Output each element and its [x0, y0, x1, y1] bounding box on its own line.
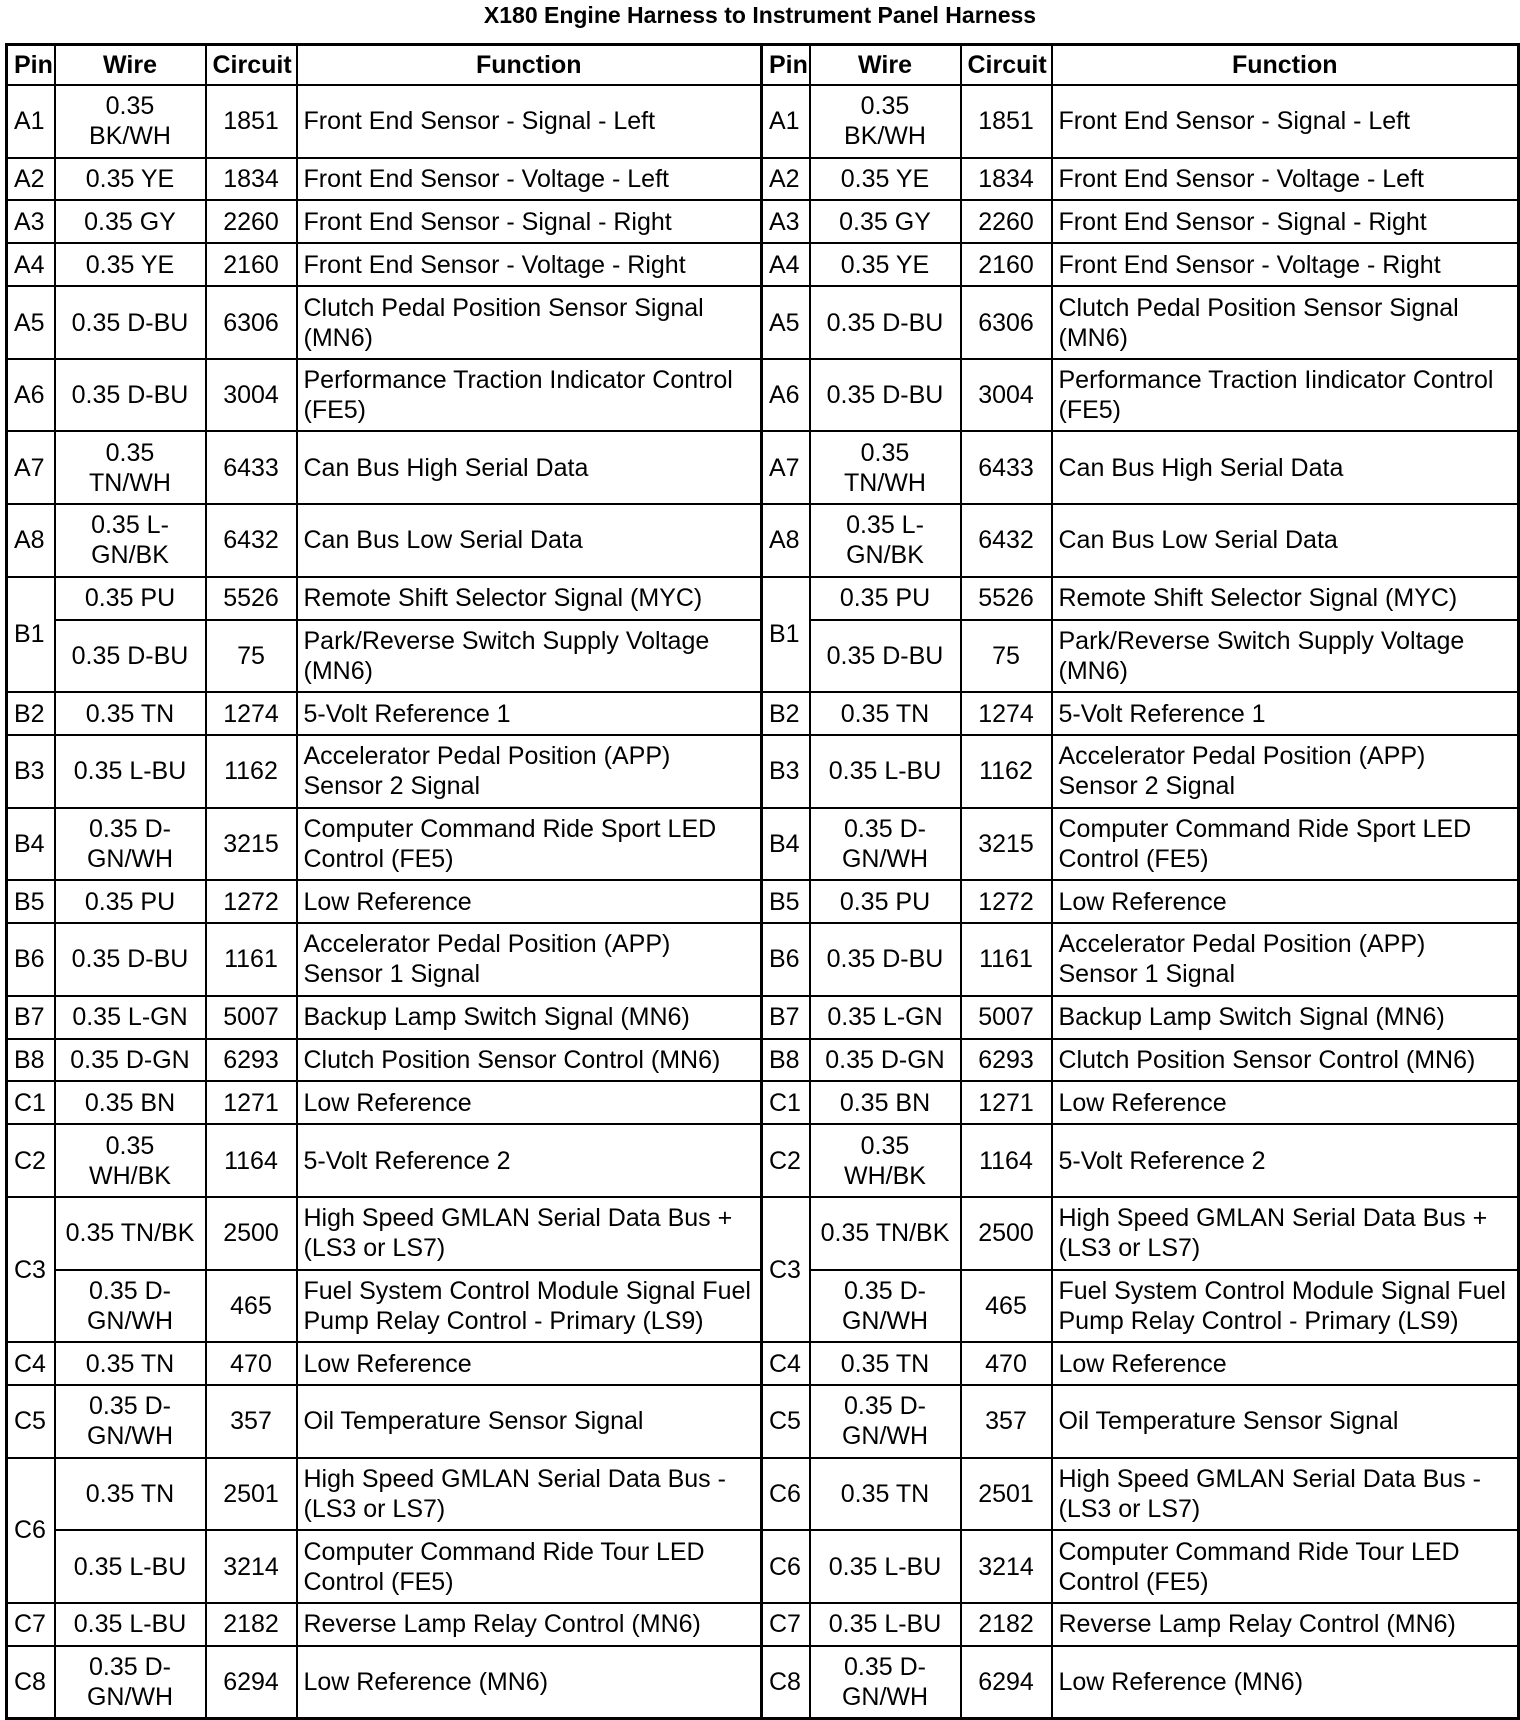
wire-cell: 0.35 BK/WH [810, 85, 961, 158]
function-cell: Can Bus Low Serial Data [1052, 504, 1519, 577]
circuit-cell: 6293 [961, 1039, 1052, 1082]
header-pin: Pin [762, 45, 810, 86]
circuit-cell: 1164 [206, 1124, 297, 1197]
header-circuit: Circuit [961, 45, 1052, 86]
function-cell: Computer Command Ride Sport LED Control (FE5) [297, 808, 762, 881]
wire-cell: 0.35 TN [810, 692, 961, 735]
circuit-cell: 2160 [206, 243, 297, 286]
wire-cell: 0.35 D-GN/WH [55, 1646, 206, 1719]
wire-cell: 0.35 PU [55, 577, 206, 620]
wire-cell: 0.35 D-GN/WH [55, 1385, 206, 1458]
table-row [7, 996, 1519, 1039]
function-cell: Low Reference [297, 880, 762, 923]
function-cell: Clutch Pedal Position Sensor Signal (MN6) [1052, 286, 1519, 359]
wire-cell: 0.35 L-BU [810, 735, 961, 808]
function-cell: Computer Command Ride Tour LED Control (FE5) [297, 1530, 762, 1603]
circuit-cell: 357 [206, 1385, 297, 1458]
circuit-cell: 6432 [961, 504, 1052, 577]
pin-cell: C8 [762, 1646, 810, 1719]
pin-cell: A7 [762, 431, 810, 504]
wire-cell: 0.35 L-GN [810, 996, 961, 1039]
wire-cell: 0.35 D-GN [810, 1039, 961, 1082]
pin-cell: C7 [762, 1603, 810, 1646]
circuit-cell: 1161 [206, 923, 297, 996]
pin-cell: C6 [762, 1530, 810, 1603]
function-cell: Front End Sensor - Voltage - Right [297, 243, 762, 286]
header-wire: Wire [55, 45, 206, 86]
pin-cell: B1 [762, 577, 810, 692]
pin-cell: C5 [762, 1385, 810, 1458]
table-row [7, 1603, 1519, 1646]
wire-cell: 0.35 TN/BK [55, 1197, 206, 1270]
circuit-cell: 2501 [206, 1458, 297, 1531]
wire-cell: 0.35 D-BU [55, 359, 206, 432]
wire-cell: 0.35 GY [55, 200, 206, 243]
wire-cell: 0.35 L-BU [810, 1530, 961, 1603]
pin-cell: B5 [7, 880, 55, 923]
circuit-cell: 3004 [206, 359, 297, 432]
table-row [7, 1530, 1519, 1603]
pin-cell: C2 [762, 1124, 810, 1197]
pin-cell: B8 [7, 1039, 55, 1082]
function-cell: Low Reference [297, 1342, 762, 1385]
table-row [7, 158, 1519, 201]
wire-cell: 0.35 D-BU [810, 359, 961, 432]
pin-cell: A5 [762, 286, 810, 359]
table-row [7, 1646, 1519, 1719]
function-cell: Accelerator Pedal Position (APP) Sensor 1 Signal [1052, 923, 1519, 996]
function-cell: Can Bus Low Serial Data [297, 504, 762, 577]
table-row [7, 1197, 1519, 1270]
wire-cell: 0.35 YE [55, 158, 206, 201]
wire-cell: 0.35 L-BU [55, 1603, 206, 1646]
wire-cell: 0.35 D-BU [55, 286, 206, 359]
wire-cell: 0.35 D-GN/WH [810, 808, 961, 881]
wire-cell: 0.35 D-GN/WH [55, 808, 206, 881]
wire-cell: 0.35 YE [55, 243, 206, 286]
circuit-cell: 357 [961, 1385, 1052, 1458]
wire-cell: 0.35 L-GN [55, 996, 206, 1039]
table-row [7, 504, 1519, 577]
table-row [7, 1081, 1519, 1124]
pin-cell: A3 [7, 200, 55, 243]
circuit-cell: 465 [206, 1270, 297, 1343]
wire-cell: 0.35 YE [810, 158, 961, 201]
function-cell: High Speed GMLAN Serial Data Bus - (LS3 or LS7) [1052, 1458, 1519, 1531]
pin-cell: C6 [7, 1458, 55, 1603]
circuit-cell: 1274 [961, 692, 1052, 735]
function-cell: Can Bus High Serial Data [1052, 431, 1519, 504]
wire-cell: 0.35 TN [810, 1458, 961, 1531]
function-cell: Performance Traction Indicator Control (FE5) [297, 359, 762, 432]
function-cell: Front End Sensor - Signal - Left [297, 85, 762, 158]
function-cell: Accelerator Pedal Position (APP) Sensor 2 Signal [1052, 735, 1519, 808]
table-row [7, 85, 1519, 158]
table-row [7, 1124, 1519, 1197]
circuit-cell: 6294 [961, 1646, 1052, 1719]
function-cell: High Speed GMLAN Serial Data Bus + (LS3 or LS7) [1052, 1197, 1519, 1270]
circuit-cell: 5526 [206, 577, 297, 620]
circuit-cell: 2501 [961, 1458, 1052, 1531]
pin-cell: C6 [762, 1458, 810, 1531]
function-cell: Computer Command Ride Tour LED Control (FE5) [1052, 1530, 1519, 1603]
function-cell: Front End Sensor - Voltage - Left [297, 158, 762, 201]
table-row [7, 359, 1519, 432]
circuit-cell: 1161 [961, 923, 1052, 996]
pin-cell: C1 [7, 1081, 55, 1124]
circuit-cell: 470 [961, 1342, 1052, 1385]
circuit-cell: 75 [961, 620, 1052, 693]
pin-cell: A3 [762, 200, 810, 243]
function-cell: Park/Reverse Switch Supply Voltage (MN6) [297, 620, 762, 693]
pin-cell: A6 [762, 359, 810, 432]
wire-cell: 0.35 TN/WH [55, 431, 206, 504]
wire-cell: 0.35 PU [810, 880, 961, 923]
pin-cell: A4 [762, 243, 810, 286]
function-cell: Fuel System Control Module Signal Fuel Pump Relay Control - Primary (LS9) [297, 1270, 762, 1343]
pin-cell: B1 [7, 577, 55, 692]
function-cell: Performance Traction Iindicator Control (FE5) [1052, 359, 1519, 432]
pin-cell: A2 [762, 158, 810, 201]
pin-cell: C1 [762, 1081, 810, 1124]
pin-cell: B6 [7, 923, 55, 996]
wire-cell: 0.35 BN [55, 1081, 206, 1124]
pin-cell: A8 [7, 504, 55, 577]
circuit-cell: 6432 [206, 504, 297, 577]
wire-cell: 0.35 BN [810, 1081, 961, 1124]
circuit-cell: 1162 [961, 735, 1052, 808]
pin-cell: B2 [762, 692, 810, 735]
pin-cell: B7 [7, 996, 55, 1039]
function-cell: Clutch Position Sensor Control (MN6) [1052, 1039, 1519, 1082]
circuit-cell: 3004 [961, 359, 1052, 432]
wire-cell: 0.35 BK/WH [55, 85, 206, 158]
pin-cell: C3 [7, 1197, 55, 1342]
circuit-cell: 2160 [961, 243, 1052, 286]
pin-cell: A7 [7, 431, 55, 504]
table-row [7, 1342, 1519, 1385]
circuit-cell: 5007 [961, 996, 1052, 1039]
wire-cell: 0.35 GY [810, 200, 961, 243]
circuit-cell: 3215 [206, 808, 297, 881]
circuit-cell: 6293 [206, 1039, 297, 1082]
circuit-cell: 1851 [961, 85, 1052, 158]
circuit-cell: 6306 [206, 286, 297, 359]
function-cell: 5-Volt Reference 2 [1052, 1124, 1519, 1197]
circuit-cell: 1272 [961, 880, 1052, 923]
function-cell: 5-Volt Reference 1 [1052, 692, 1519, 735]
circuit-cell: 5007 [206, 996, 297, 1039]
table-row [7, 577, 1519, 620]
wire-cell: 0.35 PU [55, 880, 206, 923]
wire-cell: 0.35 L-BU [55, 1530, 206, 1603]
function-cell: Oil Temperature Sensor Signal [1052, 1385, 1519, 1458]
wire-cell: 0.35 L-GN/BK [810, 504, 961, 577]
function-cell: Low Reference [297, 1081, 762, 1124]
circuit-cell: 2260 [961, 200, 1052, 243]
circuit-cell: 2260 [206, 200, 297, 243]
table-row [7, 200, 1519, 243]
pin-cell: B2 [7, 692, 55, 735]
function-cell: Accelerator Pedal Position (APP) Sensor 2 Signal [297, 735, 762, 808]
wire-cell: 0.35 D-BU [55, 620, 206, 693]
pin-cell: C5 [7, 1385, 55, 1458]
function-cell: Front End Sensor - Signal - Right [1052, 200, 1519, 243]
wire-cell: 0.35 WH/BK [810, 1124, 961, 1197]
circuit-cell: 6306 [961, 286, 1052, 359]
table-row [7, 692, 1519, 735]
wire-cell: 0.35 D-GN/WH [55, 1270, 206, 1343]
pin-cell: A1 [7, 85, 55, 158]
function-cell: Backup Lamp Switch Signal (MN6) [1052, 996, 1519, 1039]
pin-cell: C3 [762, 1197, 810, 1342]
function-cell: Computer Command Ride Sport LED Control (FE5) [1052, 808, 1519, 881]
pin-cell: C4 [7, 1342, 55, 1385]
circuit-cell: 470 [206, 1342, 297, 1385]
pin-cell: B8 [762, 1039, 810, 1082]
pin-cell: A1 [762, 85, 810, 158]
circuit-cell: 6433 [206, 431, 297, 504]
function-cell: Front End Sensor - Voltage - Right [1052, 243, 1519, 286]
table-row [7, 1039, 1519, 1082]
function-cell: 5-Volt Reference 2 [297, 1124, 762, 1197]
wire-cell: 0.35 TN [55, 1342, 206, 1385]
wire-cell: 0.35 TN/BK [810, 1197, 961, 1270]
circuit-cell: 75 [206, 620, 297, 693]
header-function: Function [297, 45, 762, 86]
pin-cell: B3 [762, 735, 810, 808]
pin-cell: A2 [7, 158, 55, 201]
function-cell: Low Reference [1052, 1081, 1519, 1124]
circuit-cell: 1274 [206, 692, 297, 735]
function-cell: Front End Sensor - Signal - Left [1052, 85, 1519, 158]
wire-cell: 0.35 D-GN [55, 1039, 206, 1082]
function-cell: Low Reference [1052, 880, 1519, 923]
table-row [7, 243, 1519, 286]
wire-cell: 0.35 D-GN/WH [810, 1270, 961, 1343]
circuit-cell: 1271 [206, 1081, 297, 1124]
pin-cell: C8 [7, 1646, 55, 1719]
function-cell: Remote Shift Selector Signal (MYC) [297, 577, 762, 620]
function-cell: Low Reference (MN6) [297, 1646, 762, 1719]
circuit-cell: 2500 [206, 1197, 297, 1270]
pin-cell: A4 [7, 243, 55, 286]
circuit-cell: 3214 [961, 1530, 1052, 1603]
wire-cell: 0.35 D-BU [810, 923, 961, 996]
circuit-cell: 465 [961, 1270, 1052, 1343]
wire-cell: 0.35 WH/BK [55, 1124, 206, 1197]
circuit-cell: 2182 [206, 1603, 297, 1646]
circuit-cell: 1834 [961, 158, 1052, 201]
pin-cell: A5 [7, 286, 55, 359]
function-cell: 5-Volt Reference 1 [297, 692, 762, 735]
function-cell: Can Bus High Serial Data [297, 431, 762, 504]
function-cell: Low Reference (MN6) [1052, 1646, 1519, 1719]
wire-cell: 0.35 PU [810, 577, 961, 620]
header-row [7, 45, 1519, 86]
circuit-cell: 1271 [961, 1081, 1052, 1124]
pin-cell: B6 [762, 923, 810, 996]
wire-cell: 0.35 D-BU [55, 923, 206, 996]
circuit-cell: 3215 [961, 808, 1052, 881]
function-cell: Fuel System Control Module Signal Fuel Pump Relay Control - Primary (LS9) [1052, 1270, 1519, 1343]
wire-cell: 0.35 TN/WH [810, 431, 961, 504]
function-cell: Reverse Lamp Relay Control (MN6) [297, 1603, 762, 1646]
circuit-cell: 1162 [206, 735, 297, 808]
function-cell: High Speed GMLAN Serial Data Bus - (LS3 or LS7) [297, 1458, 762, 1531]
table-row [7, 923, 1519, 996]
wire-cell: 0.35 D-BU [810, 286, 961, 359]
table-row [7, 1385, 1519, 1458]
pin-cell: C7 [7, 1603, 55, 1646]
table-row [7, 1458, 1519, 1531]
circuit-cell: 2182 [961, 1603, 1052, 1646]
circuit-cell: 1834 [206, 158, 297, 201]
pin-cell: B7 [762, 996, 810, 1039]
function-cell: Reverse Lamp Relay Control (MN6) [1052, 1603, 1519, 1646]
header-pin: Pin [7, 45, 55, 86]
function-cell: Park/Reverse Switch Supply Voltage (MN6) [1052, 620, 1519, 693]
pin-cell: A8 [762, 504, 810, 577]
table-row [7, 431, 1519, 504]
function-cell: Low Reference [1052, 1342, 1519, 1385]
table-row [7, 880, 1519, 923]
wire-cell: 0.35 TN [55, 692, 206, 735]
wire-cell: 0.35 L-BU [55, 735, 206, 808]
header-circuit: Circuit [206, 45, 297, 86]
circuit-cell: 6294 [206, 1646, 297, 1719]
circuit-cell: 1272 [206, 880, 297, 923]
function-cell: Front End Sensor - Voltage - Left [1052, 158, 1519, 201]
circuit-cell: 5526 [961, 577, 1052, 620]
wire-cell: 0.35 YE [810, 243, 961, 286]
wire-cell: 0.35 D-GN/WH [810, 1385, 961, 1458]
wire-cell: 0.35 D-GN/WH [810, 1646, 961, 1719]
circuit-cell: 6433 [961, 431, 1052, 504]
circuit-cell: 3214 [206, 1530, 297, 1603]
pin-cell: B4 [762, 808, 810, 881]
function-cell: Clutch Position Sensor Control (MN6) [297, 1039, 762, 1082]
wire-cell: 0.35 L-BU [810, 1603, 961, 1646]
function-cell: Oil Temperature Sensor Signal [297, 1385, 762, 1458]
pin-cell: B5 [762, 880, 810, 923]
function-cell: Backup Lamp Switch Signal (MN6) [297, 996, 762, 1039]
pin-cell: B3 [7, 735, 55, 808]
wire-cell: 0.35 L-GN/BK [55, 504, 206, 577]
page-title: X180 Engine Harness to Instrument Panel Harness [483, 2, 1037, 28]
wire-cell: 0.35 TN [810, 1342, 961, 1385]
function-cell: Front End Sensor - Signal - Right [297, 200, 762, 243]
table-row [7, 808, 1519, 881]
table-row [7, 286, 1519, 359]
wire-cell: 0.35 D-BU [810, 620, 961, 693]
header-wire: Wire [810, 45, 961, 86]
function-cell: High Speed GMLAN Serial Data Bus + (LS3 or LS7) [297, 1197, 762, 1270]
circuit-cell: 2500 [961, 1197, 1052, 1270]
pin-cell: C4 [762, 1342, 810, 1385]
pin-cell: B4 [7, 808, 55, 881]
header-function: Function [1052, 45, 1519, 86]
connector-pinout-table [5, 43, 1520, 1720]
function-cell: Remote Shift Selector Signal (MYC) [1052, 577, 1519, 620]
pin-cell: A6 [7, 359, 55, 432]
circuit-cell: 1164 [961, 1124, 1052, 1197]
function-cell: Accelerator Pedal Position (APP) Sensor 1 Signal [297, 923, 762, 996]
wire-cell: 0.35 TN [55, 1458, 206, 1531]
circuit-cell: 1851 [206, 85, 297, 158]
pin-cell: C2 [7, 1124, 55, 1197]
function-cell: Clutch Pedal Position Sensor Signal (MN6) [297, 286, 762, 359]
table-row [7, 735, 1519, 808]
